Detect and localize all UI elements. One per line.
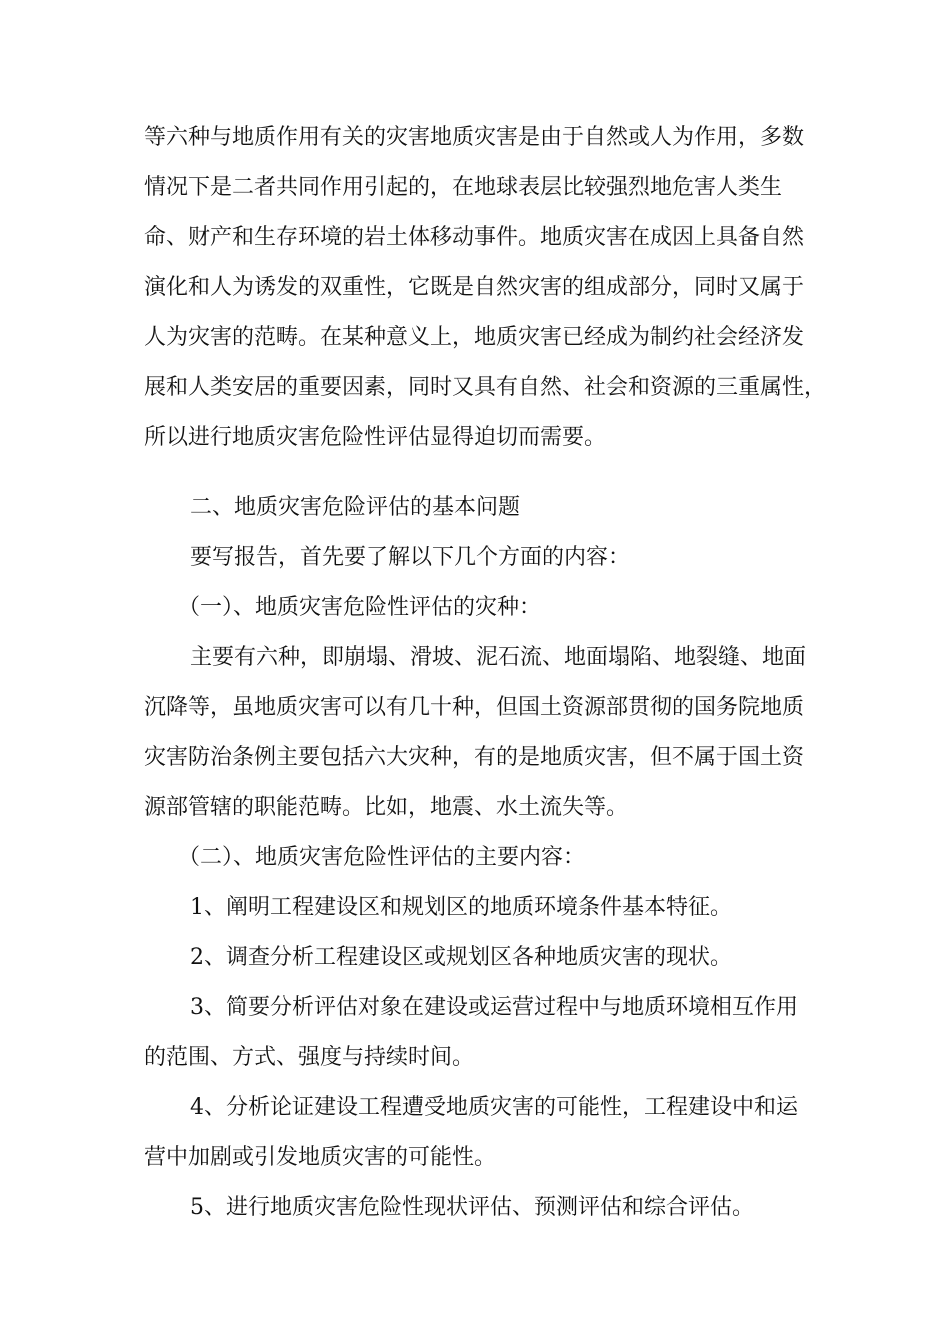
list-item-4-continued: 营中加剧或引发地质灾害的可能性。 xyxy=(144,1145,497,1170)
subsection-body-line: 主要有六种，即崩塌、滑坡、泥石流、地面塌陷、地裂缝、地面 xyxy=(190,645,807,670)
paragraph-line: 所以进行地质灾害危险性评估显得迫切而需要。 xyxy=(144,425,607,450)
paragraph-line: 等六种与地质作用有关的灾害地质灾害是由于自然或人为作用，多数 xyxy=(144,125,805,150)
subsection-body-line: 灾害防治条例主要包括六大灾种，有的是地质灾害，但不属于国土资 xyxy=(144,745,805,770)
subsection-body-line: 源部管辖的职能范畴。比如，地震、水土流失等。 xyxy=(144,795,629,820)
paragraph-line: 情况下是二者共同作用引起的，在地球表层比较强烈地危害人类生 xyxy=(144,175,783,200)
paragraph-line: 演化和人为诱发的双重性，它既是自然灾害的组成部分，同时又属于 xyxy=(144,275,805,300)
paragraph-line: 人为灾害的范畴。在某种意义上，地质灾害已经成为制约社会经济发 xyxy=(144,325,805,350)
list-item-3-continued: 的范围、方式、强度与持续时间。 xyxy=(144,1045,475,1070)
subsection-heading-1: （一）、地质灾害危险性评估的灾种： xyxy=(178,595,542,620)
intro-text: 要写报告，首先要了解以下几个方面的内容： xyxy=(190,545,631,570)
list-item-2: 2、调查分析工程建设区或规划区各种地质灾害的现状。 xyxy=(190,945,732,970)
section-heading: 二、地质灾害危险评估的基本问题 xyxy=(190,495,521,520)
list-item-4: 4、分析论证建设工程遭受地质灾害的可能性，工程建设中和运 xyxy=(190,1095,798,1120)
list-item-3: 3、简要分析评估对象在建设或运营过程中与地质环境相互作用 xyxy=(190,995,798,1020)
subsection-body-line: 沉降等，虽地质灾害可以有几十种，但国土资源部贯彻的国务院地质 xyxy=(144,695,805,720)
list-item-1: 1、阐明工程建设区和规划区的地质环境条件基本特征。 xyxy=(190,895,732,920)
subsection-heading-2: （二）、地质灾害危险性评估的主要内容： xyxy=(178,845,586,870)
paragraph-line: 展和人类安居的重要因素，同时又具有自然、社会和资源的三重属性， xyxy=(144,375,827,400)
paragraph-line: 命、财产和生存环境的岩土体移动事件。地质灾害在成因上具备自然 xyxy=(144,225,805,250)
list-item-5: 5、进行地质灾害危险性现状评估、预测评估和综合评估。 xyxy=(190,1195,754,1220)
